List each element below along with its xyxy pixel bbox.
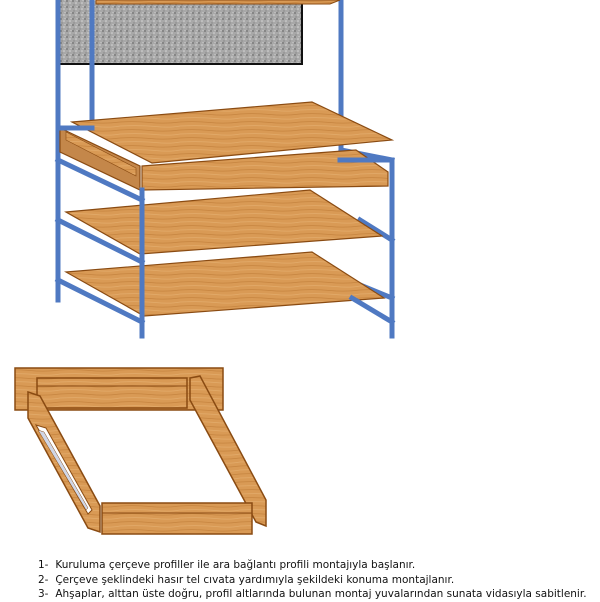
mesh-panel — [58, 0, 302, 64]
instruction-list — [38, 558, 587, 602]
shelf-2 — [66, 190, 382, 254]
top-plank — [96, 0, 340, 4]
assembled-shelf-unit — [58, 0, 392, 336]
wooden-frame-assembly — [15, 368, 266, 534]
left-side — [28, 392, 100, 532]
instruction-step: 2- Çerçeve şeklindeki hasır tel cıvata yardımıyla şekildeki konuma montajlanır. — [38, 573, 455, 586]
instruction-step: 1- Kuruluma çerçeve profiller ile ara bağlantı profili montajıyla başlanır. — [38, 559, 416, 571]
front-board — [102, 503, 252, 534]
instruction-step: 3- Ahşaplar, alttan üste doğru, profil altlarında bulunan montaj yuvalarından sunata vidasıyla sabitlenir. — [38, 588, 587, 600]
